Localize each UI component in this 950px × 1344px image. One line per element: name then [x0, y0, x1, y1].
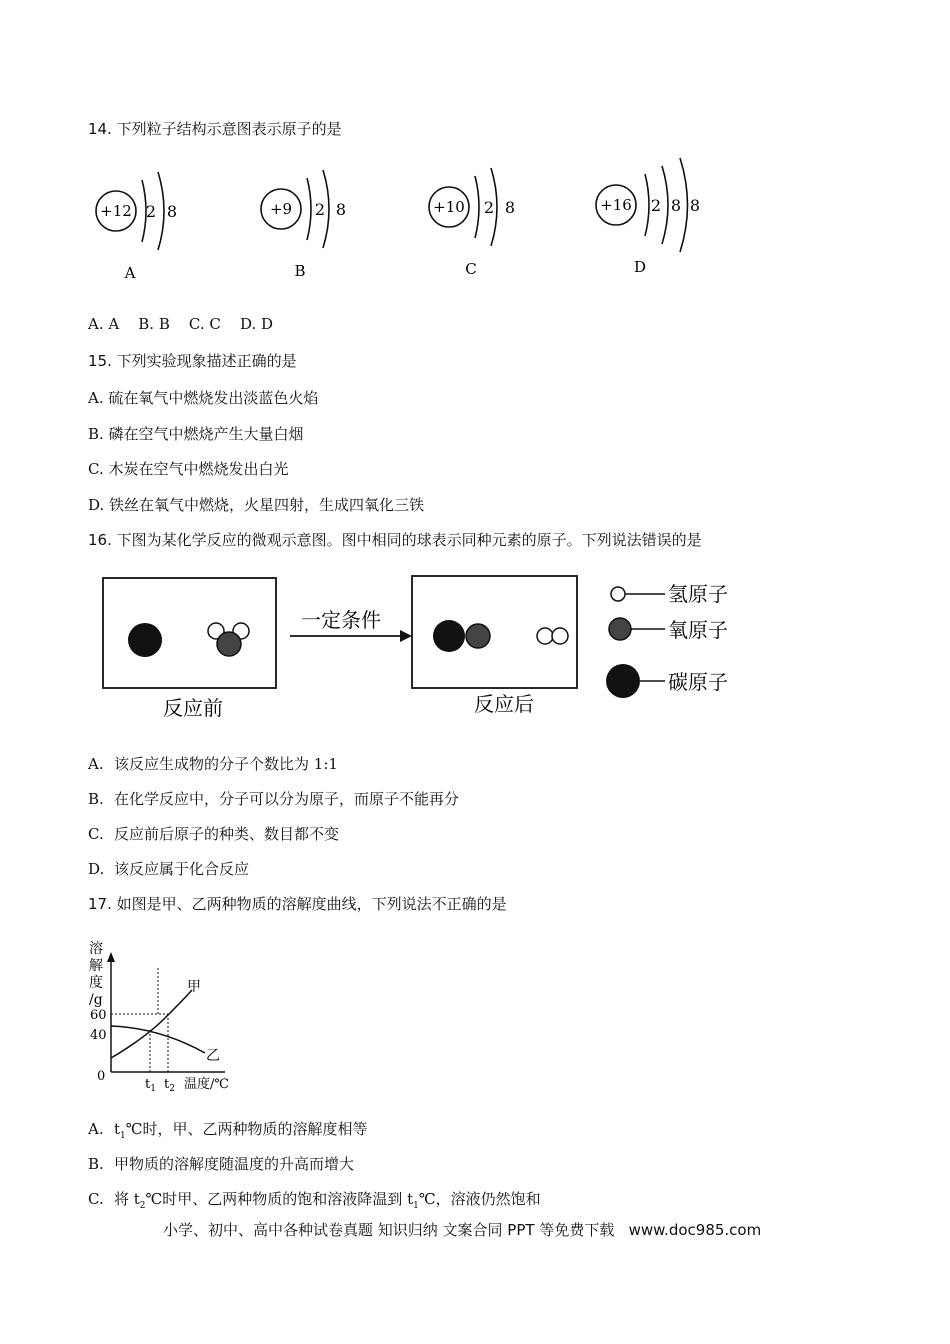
page-footer: 小学、初中、高中各种试卷真题 知识归纳 文案合同 PPT 等免费下载 www.doc985.com [163, 1221, 762, 1239]
y-axis-label-2: 解 [89, 958, 103, 974]
question-16-option-c: C. 反应前后原子的种类、数目都不变 [88, 825, 340, 843]
hydrogen-atom [537, 628, 553, 644]
atom-c-shell-1: 2 [483, 198, 495, 217]
carbon-atom [128, 623, 162, 657]
question-17-stem: 17. 如图是甲、乙两种物质的溶解度曲线，下列说法不正确的是 [88, 895, 507, 913]
legend-carbon-icon [606, 664, 640, 698]
y-tick-40: 40 [90, 1028, 107, 1043]
question-15-option-c: C. 木炭在空气中燃烧发出白光 [88, 460, 289, 478]
curve-jia [111, 990, 192, 1058]
atom-d [596, 158, 700, 276]
atom-c-label: C [465, 260, 477, 278]
legend-hydrogen-icon [611, 587, 625, 601]
oxygen-atom [466, 624, 490, 648]
x-axis-label: 温度/℃ [184, 1077, 229, 1092]
x-tick-t1: $t_1$ [145, 1077, 156, 1094]
question-16-option-b: B. 在化学反应中，分子可以分为原子，而原子不能再分 [88, 790, 460, 808]
atom-b-nucleus: +9 [269, 200, 293, 218]
question-14-options: A. A B. B C. C D. D [88, 315, 274, 333]
question-14-stem: 14. 下列粒子结构示意图表示原子的是 [88, 120, 342, 138]
y-axis-label-3: 度 [89, 975, 103, 991]
condition-label: 一定条件 [301, 608, 381, 632]
atom-b-shell-2: 8 [335, 200, 347, 219]
question-16-option-d: D. 该反应属于化合反应 [88, 860, 250, 878]
y-axis-label-4: /g [89, 992, 103, 1008]
question-16-stem: 16. 下图为某化学反应的微观示意图。图中相同的球表示同种元素的原子。下列说法错误的是 [88, 531, 702, 549]
solubility-graph [0, 935, 950, 1095]
atom-c-shell-2: 8 [504, 198, 516, 217]
atom-d-shell-3: 8 [689, 196, 701, 215]
question-15-option-a: A. 硫在氧气中燃烧发出淡蓝色火焰 [88, 389, 319, 407]
after-label: 反应后 [474, 692, 534, 716]
atom-d-label: D [633, 258, 647, 276]
atom-b-label: B [294, 262, 306, 280]
atom-a-label: A [124, 264, 136, 282]
y-tick-60: 60 [90, 1008, 107, 1023]
before-box [103, 578, 276, 688]
question-15-stem: 15. 下列实验现象描述正确的是 [88, 352, 297, 370]
atom-a-shell-1: 2 [145, 202, 157, 221]
legend-oxygen-label: 氧原子 [668, 618, 728, 642]
atom-a-nucleus: +12 [100, 202, 132, 220]
question-15-option-d: D. 铁丝在氧气中燃烧，火星四射，生成四氧化三铁 [88, 496, 425, 514]
legend-hydrogen-label: 氢原子 [668, 582, 728, 606]
series-jia-label: 甲 [187, 979, 201, 995]
atom-a [96, 172, 177, 282]
atom-a-shell-2: 8 [166, 202, 178, 221]
legend-oxygen-icon [609, 618, 631, 640]
question-17-option-c: C. 将 $t_2℃$时甲、乙两种物质的饱和溶液降温到 $t_1℃$，溶液仍然饱和 [88, 1190, 541, 1211]
atom-b [261, 170, 346, 280]
atom-d-shell-1: 2 [650, 196, 662, 215]
atom-b-shell-1: 2 [314, 200, 326, 219]
origin-label: 0 [97, 1069, 106, 1084]
oxygen-atom [217, 632, 241, 656]
before-label: 反应前 [163, 696, 223, 720]
legend-carbon-label: 碳原子 [668, 670, 728, 694]
series-yi-label: 乙 [206, 1048, 220, 1064]
question-17-option-a: A. $t_1℃$时，甲、乙两种物质的溶解度相等 [88, 1120, 368, 1141]
question-17-option-b: B. 甲物质的溶解度随温度的升高而增大 [88, 1155, 355, 1173]
y-axis-label-1: 溶 [89, 941, 103, 957]
atom-c [429, 168, 515, 278]
hydrogen-atom [552, 628, 568, 644]
question-15-option-b: B. 磷在空气中燃烧产生大量白烟 [88, 425, 304, 443]
atom-d-nucleus: +16 [600, 196, 632, 214]
atom-d-shell-2: 8 [670, 196, 682, 215]
reaction-diagram [0, 565, 950, 745]
x-tick-t2: $t_2$ [164, 1077, 175, 1094]
question-16-option-a: A. 该反应生成物的分子个数比为 1:1 [88, 755, 338, 773]
carbon-atom [433, 620, 465, 652]
atom-c-nucleus: +10 [433, 198, 465, 216]
